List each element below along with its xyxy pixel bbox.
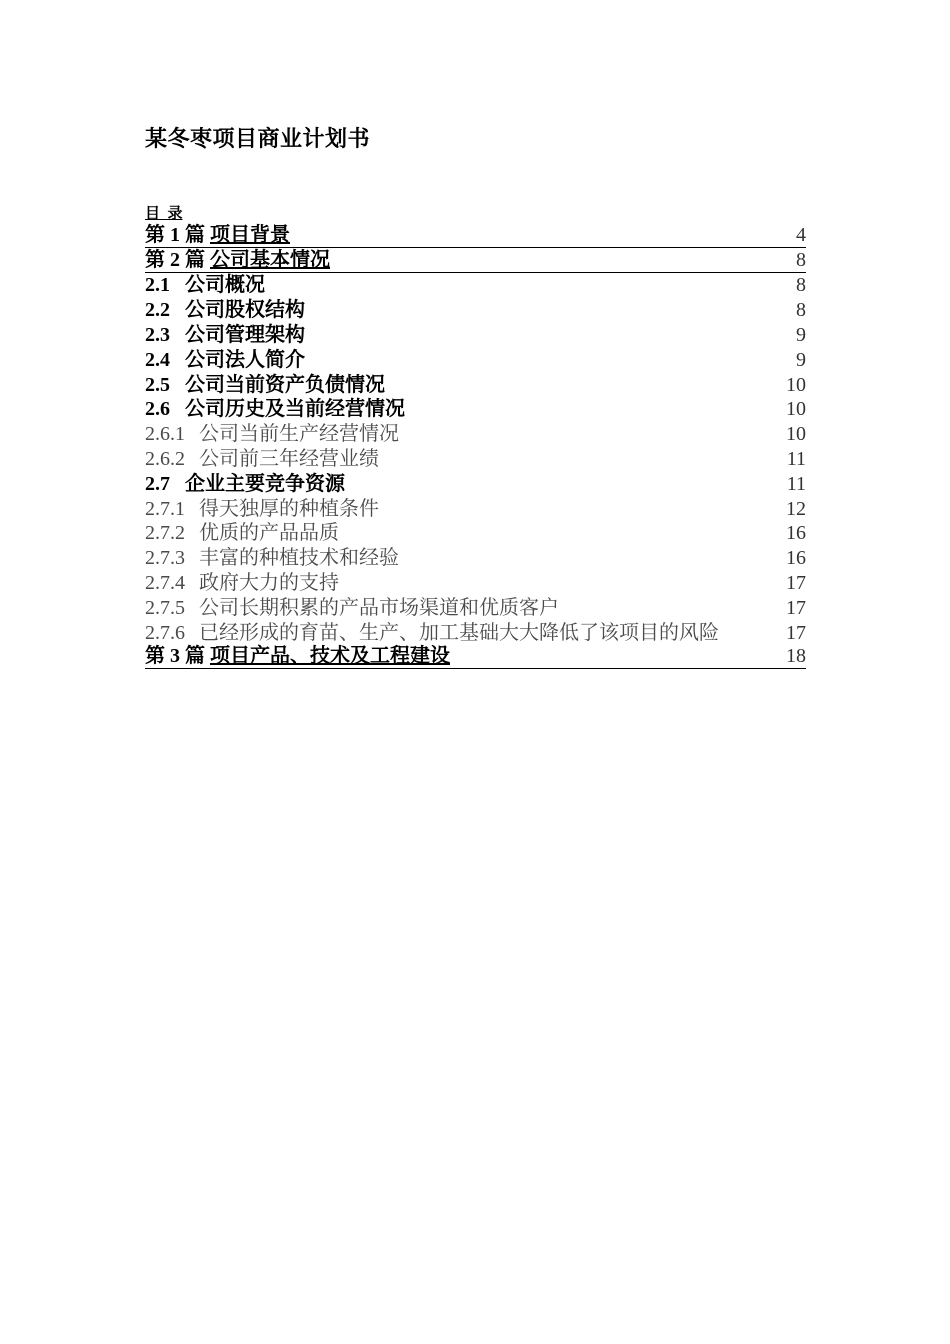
toc-entry-title: 公司长期积累的产品市场渠道和优质客户 (199, 596, 559, 619)
toc-chapter-entry[interactable] (145, 645, 806, 670)
toc-section-entry[interactable] (145, 297, 806, 322)
toc-entry-page-number: 9 (796, 323, 806, 346)
toc-entry-title: 公司管理架构 (185, 323, 305, 346)
toc-subsection-entry[interactable] (145, 595, 806, 620)
toc-heading: 目 录 (145, 206, 183, 222)
toc-entry-text (145, 621, 719, 645)
document-title: 某冬枣项目商业计划书 (145, 126, 371, 151)
toc-subsection-entry[interactable] (145, 496, 806, 521)
toc-entry-number: 2.7.4 (145, 571, 185, 594)
toc-entry-text (145, 248, 330, 272)
toc-subsection-entry[interactable] (145, 521, 806, 546)
toc-entry-number: 2.7 (145, 472, 170, 495)
toc-entry-number: 2.4 (145, 348, 170, 371)
toc-entry-number: 2.7.5 (145, 596, 185, 619)
toc-entry-page-number: 8 (796, 299, 806, 322)
toc-subsection-entry[interactable] (145, 421, 806, 446)
toc-entry-text (145, 472, 345, 496)
toc-entry-text (145, 273, 265, 297)
toc-entry-number: 2.6 (145, 398, 170, 421)
toc-entry-page-number: 8 (796, 248, 806, 271)
toc-entry-text (145, 298, 305, 322)
toc-entry-page-number: 16 (786, 522, 806, 545)
toc-subsection-entry[interactable] (145, 446, 806, 471)
toc-entry-text (145, 571, 339, 595)
toc-entry-text (145, 348, 305, 372)
toc-entry-page-number: 11 (786, 447, 806, 470)
toc-entry-number: 2.7.6 (145, 621, 185, 644)
toc-entry-page-number: 17 (786, 571, 806, 594)
toc-entry-title: 公司前三年经营业绩 (199, 447, 379, 470)
toc-entry-number: 2.1 (145, 274, 170, 297)
toc-subsection-entry[interactable] (145, 570, 806, 595)
toc-entry-page-number: 9 (796, 348, 806, 371)
toc-entry-text (145, 373, 385, 397)
toc-section-entry[interactable] (145, 273, 806, 298)
toc-entry-page-number: 10 (786, 373, 806, 396)
toc-entry-text (145, 546, 399, 570)
toc-entry-page-number: 10 (786, 398, 806, 421)
toc-entry-title: 公司法人简介 (185, 348, 305, 371)
toc-entry-title: 公司股权结构 (185, 299, 305, 322)
toc-entry-title: 公司历史及当前经营情况 (185, 398, 405, 421)
toc-entry-text (145, 521, 339, 545)
toc-entry-number: 第 1 篇 (145, 223, 205, 246)
toc-entry-title: 已经形成的育苗、生产、加工基础大大降低了该项目的风险 (199, 621, 719, 644)
toc-entry-page-number: 17 (786, 596, 806, 619)
toc-entry-number: 2.6.1 (145, 423, 185, 446)
toc-entry-page-number: 12 (786, 497, 806, 520)
toc-subsection-entry[interactable] (145, 545, 806, 570)
toc-entry-text (145, 223, 290, 247)
toc-entry-number: 2.3 (145, 323, 170, 346)
toc-entry-number: 2.2 (145, 299, 170, 322)
toc-entry-page-number: 8 (796, 274, 806, 297)
toc-entry-text (145, 497, 379, 521)
toc-entry-text (145, 422, 399, 446)
toc-entry-title: 项目背景 (210, 223, 290, 246)
toc-entry-text (145, 644, 450, 668)
table-of-contents (145, 223, 806, 669)
toc-entry-page-number: 16 (786, 547, 806, 570)
toc-entry-title: 项目产品、技术及工程建设 (210, 645, 450, 668)
toc-chapter-entry[interactable] (145, 248, 806, 273)
toc-entry-title: 得天独厚的种植条件 (199, 497, 379, 520)
toc-chapter-entry[interactable] (145, 223, 806, 248)
toc-entry-number: 2.7.1 (145, 497, 185, 520)
toc-entry-page-number: 11 (786, 472, 806, 495)
toc-entry-number: 2.6.2 (145, 447, 185, 470)
toc-entry-number: 2.5 (145, 373, 170, 396)
toc-section-entry[interactable] (145, 397, 806, 422)
toc-entry-text (145, 397, 405, 421)
toc-entry-text (145, 596, 559, 620)
toc-entry-page-number: 4 (796, 223, 806, 246)
toc-entry-page-number: 17 (786, 621, 806, 644)
toc-entry-title: 公司基本情况 (210, 248, 330, 271)
toc-section-entry[interactable] (145, 372, 806, 397)
toc-section-entry[interactable] (145, 347, 806, 372)
toc-entry-page-number: 10 (786, 423, 806, 446)
toc-entry-text (145, 323, 305, 347)
toc-subsection-entry[interactable] (145, 620, 806, 645)
toc-section-entry[interactable] (145, 322, 806, 347)
toc-entry-title: 丰富的种植技术和经验 (199, 547, 399, 570)
toc-entry-title: 公司概况 (185, 274, 265, 297)
toc-entry-number: 2.7.2 (145, 522, 185, 545)
toc-entry-text (145, 447, 379, 471)
toc-entry-title: 政府大力的支持 (199, 571, 339, 594)
toc-entry-title: 公司当前资产负债情况 (185, 373, 385, 396)
toc-entry-number: 第 3 篇 (145, 645, 205, 668)
toc-entry-title: 优质的产品品质 (199, 522, 339, 545)
toc-entry-title: 公司当前生产经营情况 (199, 423, 399, 446)
toc-section-entry[interactable] (145, 471, 806, 496)
toc-entry-title: 企业主要竞争资源 (185, 472, 345, 495)
toc-entry-number: 2.7.3 (145, 547, 185, 570)
toc-entry-number: 第 2 篇 (145, 248, 205, 271)
toc-entry-page-number: 18 (786, 645, 806, 668)
